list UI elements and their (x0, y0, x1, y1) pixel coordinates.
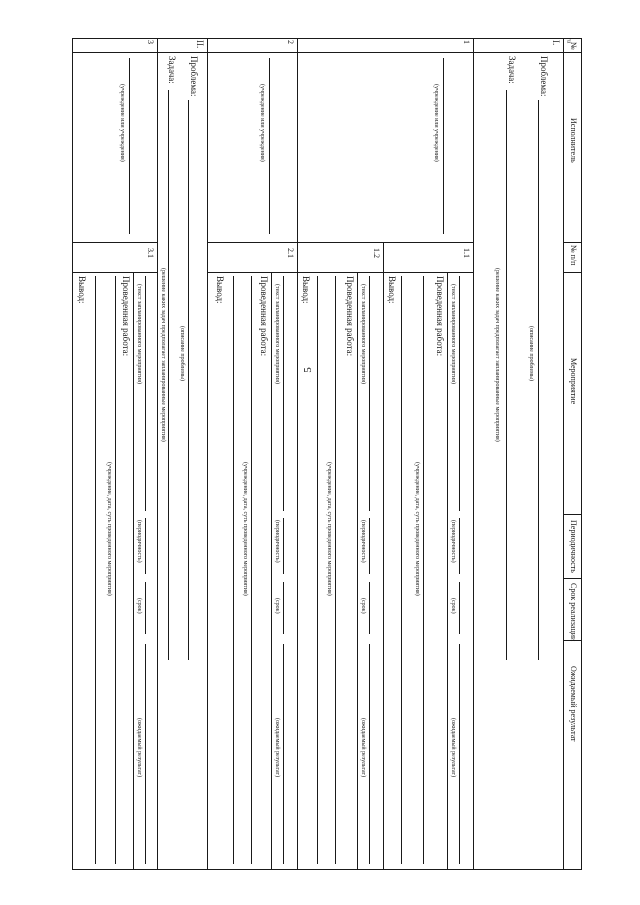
item-1-1-result-hint: (ожидаемый результат) (450, 718, 456, 778)
item-2-1-work-label: Проведенная работа: (259, 276, 269, 357)
item-1-1-work-hint: (учреждение, дата, суть проведенного мероприятия) (414, 462, 420, 596)
item-1-2-periodicity-hint: (периодичность) (360, 520, 366, 563)
item-1-1-term-hint: (срок) (450, 598, 456, 614)
item-2-1-work-hint: (учреждение, дата, суть проведенного мероприятия) (242, 462, 248, 596)
section-1-number: I. (551, 40, 561, 46)
item-1-2-conclusion-label: Вывод: (301, 276, 311, 304)
item-2-1-result-hint: (ожидаемый результат) (274, 718, 280, 778)
item-3-1-conclusion-label: Вывод: (77, 276, 87, 304)
item-1-1-event-hint: (текст запланированного мероприятия) (450, 284, 456, 384)
row-2-executor-hint: (учреждение или учреждения) (259, 84, 265, 162)
section-2-task-label: Задача: (167, 56, 177, 84)
item-3-1-number: 3.1 (146, 248, 155, 258)
item-3-1-periodicity-hint: (периодичность) (136, 520, 142, 563)
item-3-1-event-hint: (текст запланированного мероприятия) (136, 284, 142, 384)
row-3-executor-hint: (учреждение или учреждения) (119, 84, 125, 162)
item-1-1-number: 1.1 (462, 248, 471, 258)
item-1-2-result-hint: (ожидаемый результат) (360, 718, 366, 778)
header-term: Срок реализации (569, 583, 578, 642)
section-2-task-hint: (решение каких задач предполагает запланированные мероприятия) (160, 268, 166, 442)
plan-table (72, 38, 582, 870)
item-1-1-conclusion-label: Вывод: (387, 276, 397, 304)
header-executor: Исполнитель (569, 118, 578, 163)
section-2-number: II. (195, 40, 205, 49)
section-1-task-label: Задача: (507, 56, 517, 84)
corner-mark: п. (566, 38, 573, 44)
header-event: Мероприятие (569, 358, 578, 405)
header-result: Ожидаемый результат (569, 666, 578, 742)
item-3-1-work-hint: (учреждение, дата, суть проведенного мероприятия) (106, 462, 112, 596)
item-3-1-result-hint: (ожидаемый результат) (136, 718, 142, 778)
section-2-problem-label: Проблема: (189, 56, 199, 97)
row-3-number: 3 (146, 40, 155, 44)
item-1-2-number: 1.2 (372, 248, 381, 258)
item-1-2-term-hint: (срок) (360, 598, 366, 614)
row-1-number: 1 (462, 40, 471, 44)
item-1-2-event-hint: (текст запланированного мероприятия) (360, 284, 366, 384)
header-periodicity: Периодичность (569, 520, 578, 573)
row-1-executor-hint: (учреждение или учреждения) (433, 84, 439, 162)
item-1-2-work-hint: (учреждение, дата, суть проведенного мероприятия) (326, 462, 332, 596)
section-1-problem-hint: (описание проблемы) (528, 326, 534, 382)
header-item-no: № п/п (569, 245, 578, 266)
item-1-1-periodicity-hint: (периодичность) (450, 520, 456, 563)
page-number: 5 (302, 367, 314, 373)
item-2-1-periodicity-hint: (периодичность) (274, 520, 280, 563)
section-1-problem-label: Проблема: (539, 56, 549, 97)
section-2-problem-hint: (описание проблемы) (179, 326, 185, 382)
header-no: № (569, 42, 578, 50)
item-2-1-term-hint: (срок) (274, 598, 280, 614)
item-1-1-work-label: Проведенная работа: (435, 276, 445, 357)
item-1-2-work-label: Проведенная работа: (345, 276, 355, 357)
item-3-1-term-hint: (срок) (136, 598, 142, 614)
rotated-form (0, 38, 582, 778)
section-1-task-hint: (решение каких задач предполагает запланированные мероприятия) (494, 268, 500, 442)
item-2-1-event-hint: (текст запланированного мероприятия) (274, 284, 280, 384)
item-3-1-work-label: Проведенная работа: (121, 276, 131, 357)
row-2-number: 2 (286, 40, 295, 44)
item-2-1-conclusion-label: Вывод: (215, 276, 225, 304)
item-2-1-number: 2.1 (286, 248, 295, 258)
